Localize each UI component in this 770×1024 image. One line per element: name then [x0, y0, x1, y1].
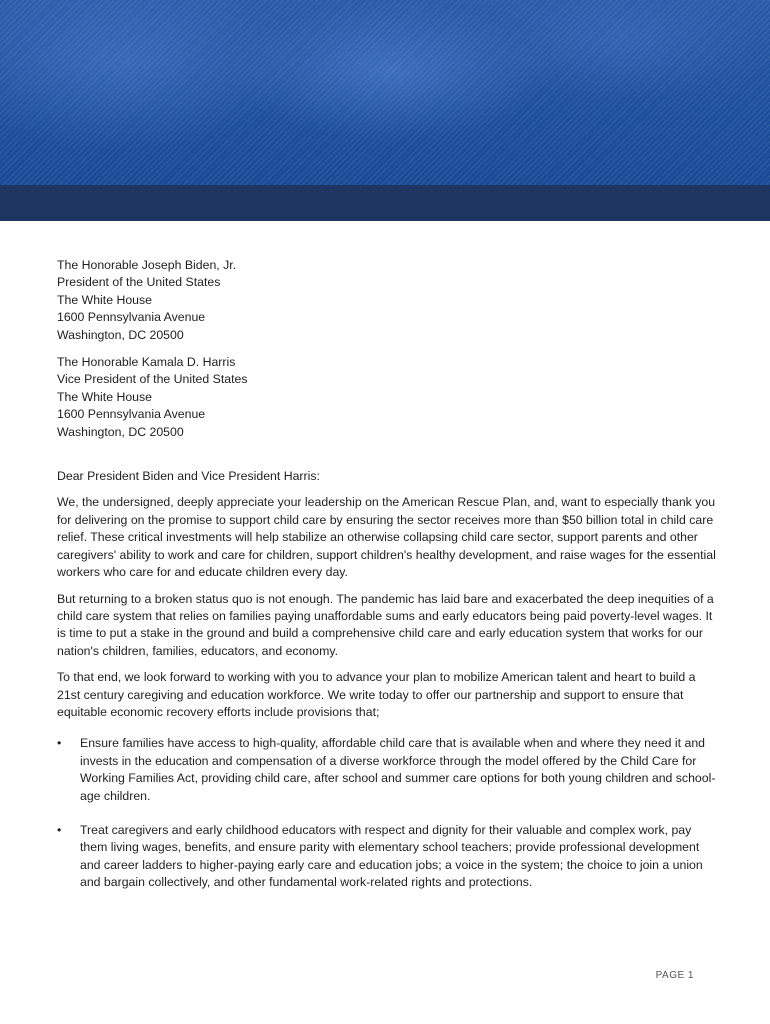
body-paragraph: But returning to a broken status quo is not enough. The pandemic has laid bare and exacerbated the deep inequities of a child care system that relies on families paying unaffordable sums and early educators being paid poverty-level wages. It is time to put a stake in the ground and build a comprehensive child care and early education system that works for our nation's children, families, educators, and economy.: [57, 591, 714, 658]
address-line: The White House: [57, 292, 153, 307]
address-line: The Honorable Kamala D. Harris: [57, 355, 236, 370]
salutation: Dear President Biden and Vice President Harris:: [57, 469, 320, 484]
recipient-address-vice-president: [57, 354, 717, 441]
list-item: [57, 735, 717, 805]
address-line: Washington, DC 20500: [57, 327, 184, 342]
address-line: The White House: [57, 389, 153, 404]
body-paragraph: To that end, we look forward to working with you to advance your plan to mobilize American talent and heart to build a 21st century caregiving and education workforce. We write today to offer our partnership and support to ensure that equitable economic recovery efforts include provisions that;: [57, 670, 696, 719]
address-line: Vice President of the United States: [57, 372, 248, 387]
bullet-icon: •: [57, 822, 62, 837]
page-number: PAGE 1: [655, 970, 694, 981]
recipient-address-president: [57, 257, 717, 344]
address-line: 1600 Pennsylvania Avenue: [57, 407, 206, 422]
list-item: [57, 822, 717, 892]
address-line: The Honorable Joseph Biden, Jr.: [57, 258, 237, 272]
address-line: 1600 Pennsylvania Avenue: [57, 310, 206, 325]
body-paragraph: We, the undersigned, deeply appreciate your leadership on the American Rescue Plan, and, want to especially thank you for delivering on the promise to support child care by ensuring the sector receives more than $50 billion total in child care relief. These critical investments will help stabilize an otherwise collapsing child care sector, support parents and other caregivers' ability to work and care for children, support children's healthy development, and raise wages for the essential workers who care for and educate children every day.: [57, 495, 716, 580]
provisions-list: [57, 735, 717, 891]
header-band: [0, 185, 770, 221]
list-item-text: Treat caregivers and early childhood educators with respect and dignity for their valuable and complex work, pay them living wages, benefits, and ensure parity with elementary school teachers; provide professional development and career ladders to higher-paying early care and education jobs; a voice in the system; the choice to join a union and bargain collectively, and other fundamental work-related rights and protections.: [80, 822, 703, 890]
address-line: President of the United States: [57, 275, 221, 290]
bullet-icon: •: [57, 736, 62, 751]
letter-body: [57, 257, 717, 909]
header-banner: [0, 0, 770, 185]
list-item-text: Ensure families have access to high-quality, affordable child care that is available when and where they need it and invests in the education and compensation of a diverse workforce through the model offered by the Child Care for Working Families Act, providing child care, after school and summer care options for both young children and school-age children.: [80, 736, 716, 803]
address-line: Washington, DC 20500: [57, 424, 184, 439]
